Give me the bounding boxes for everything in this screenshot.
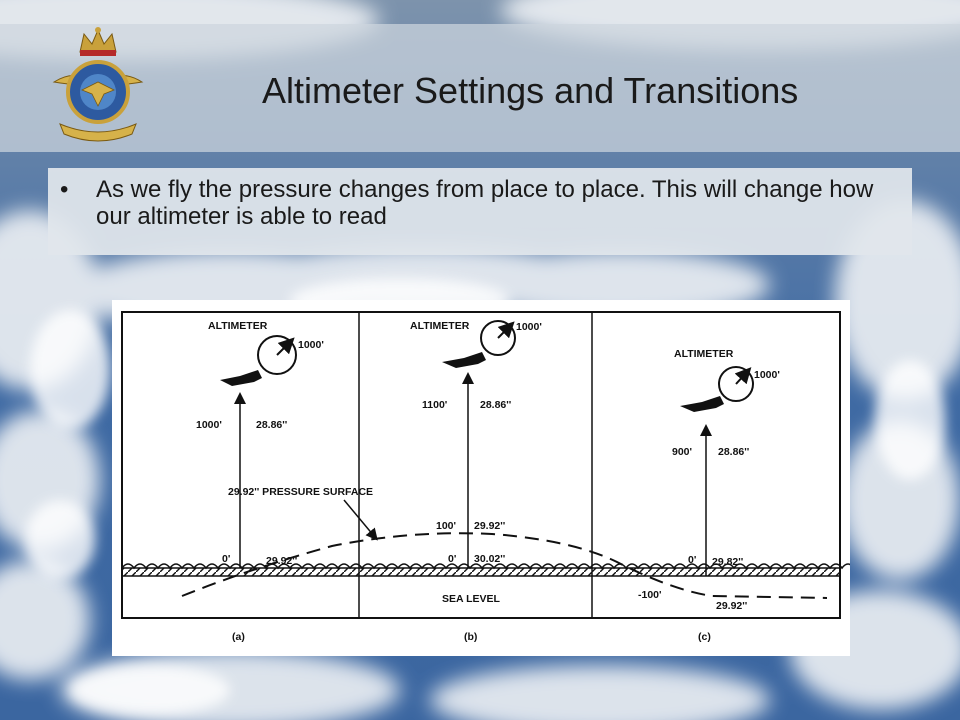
surface-pressure-b: 29.92'' xyxy=(474,520,506,532)
dial-reading-c: 1000' xyxy=(754,369,780,381)
height-label-b: 1100' xyxy=(422,399,448,411)
ground-pressure-b: 30.02'' xyxy=(474,553,506,565)
dial-reading-b: 1000' xyxy=(516,321,542,333)
caption-c: (c) xyxy=(698,631,711,643)
below-pressure-c: 29.92'' xyxy=(716,600,748,612)
below-height-c: -100' xyxy=(638,589,662,601)
airplane-icon xyxy=(220,370,262,386)
altimeter-label-c: ALTIMETER xyxy=(674,348,734,360)
pressure-label-b: 28.86'' xyxy=(480,399,512,411)
ground-height-a: 0' xyxy=(222,553,231,565)
bullet-text: As we fly the pressure changes from place to place. This will change how our altimeter is able to read xyxy=(96,176,874,230)
air-cadets-crest-icon xyxy=(46,24,150,148)
ground-height-c: 0' xyxy=(688,554,697,566)
bullet-marker: • xyxy=(60,176,69,203)
caption-b: (b) xyxy=(464,631,478,643)
ground-hatching xyxy=(122,568,840,576)
ground-height-b: 0' xyxy=(448,553,457,565)
pressure-surface-label: 29.92'' PRESSURE SURFACE xyxy=(228,486,374,498)
surface-height-b: 100' xyxy=(436,520,457,532)
ground-pressure-a: 29.92'' xyxy=(266,555,298,567)
altimeter-diagram xyxy=(112,300,850,656)
altimeter-label-a: ALTIMETER xyxy=(208,320,268,332)
height-label-c: 900' xyxy=(672,446,693,458)
height-label-a: 1000' xyxy=(196,419,222,431)
pressure-label-c: 28.86'' xyxy=(718,446,750,458)
airplane-icon xyxy=(442,352,486,368)
ground-pressure-c: 29.82'' xyxy=(712,556,744,568)
sea-level-label: SEA LEVEL xyxy=(442,593,500,605)
airplane-icon xyxy=(680,396,724,412)
dial-reading-a: 1000' xyxy=(298,339,324,351)
slide-title: Altimeter Settings and Transitions xyxy=(262,70,799,111)
pressure-label-a: 28.86'' xyxy=(256,419,288,431)
altimeter-label-b: ALTIMETER xyxy=(410,320,470,332)
caption-a: (a) xyxy=(232,631,245,643)
